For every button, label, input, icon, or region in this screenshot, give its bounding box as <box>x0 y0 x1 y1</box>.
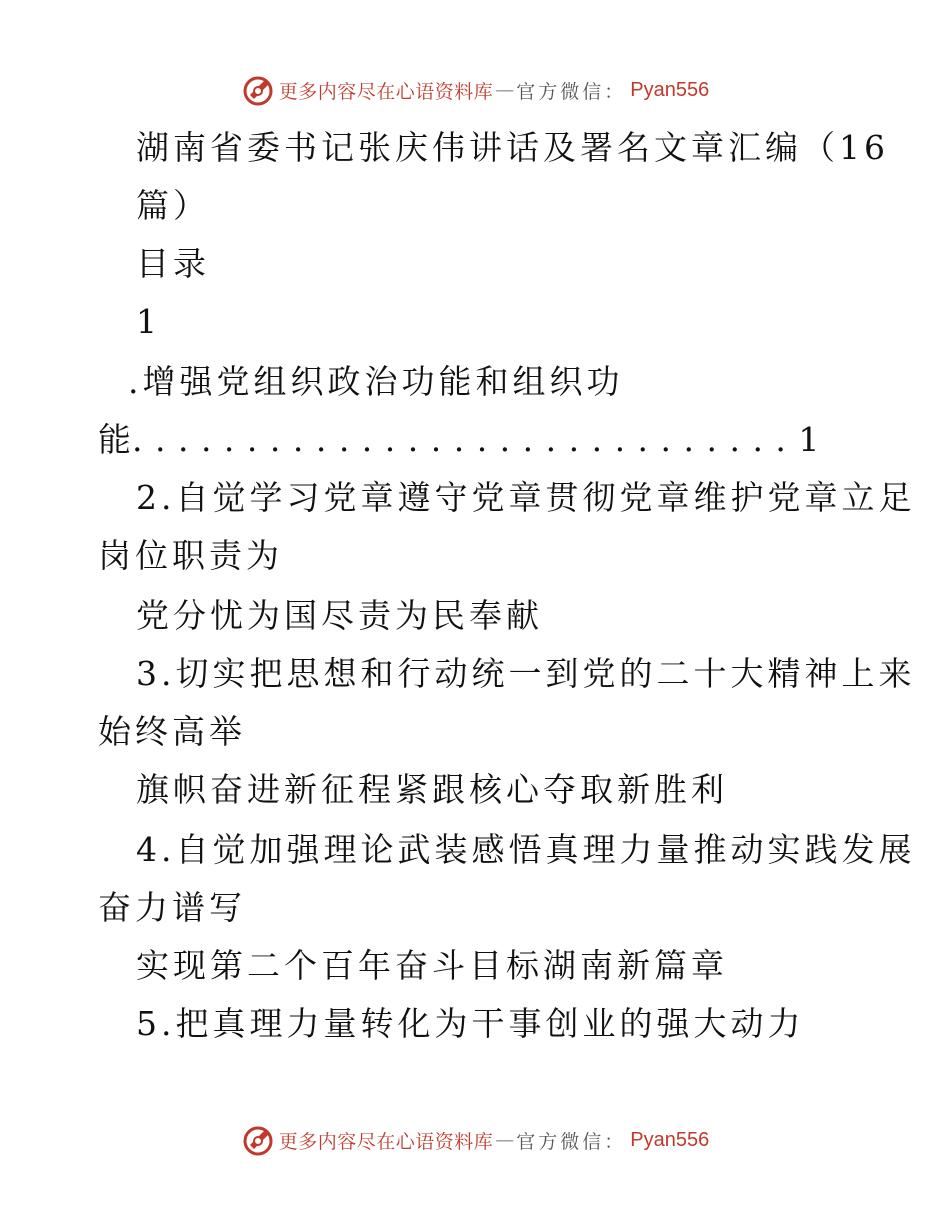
pen-logo-icon <box>241 73 275 107</box>
toc-item2-line3: 党分忧为国尽责为民奉献 <box>136 596 543 635</box>
toc-item2-line1: 2.自觉学习党章遵守党章贯彻党章维护党章立足 <box>136 478 916 517</box>
watermark-dash: — <box>495 79 515 101</box>
toc-item5-line1: 5.把真理力量转化为干事创业的强大动力 <box>136 1004 805 1043</box>
footer-watermark <box>0 1120 950 1160</box>
doc-title-line2: 篇） <box>136 186 210 225</box>
watermark-dash: — <box>495 1129 515 1151</box>
toc-item3-line1: 3.切实把思想和行动统一到党的二十大精神上来 <box>136 654 916 693</box>
pen-logo-icon <box>241 1123 275 1157</box>
toc-heading: 目录 <box>136 244 210 283</box>
toc-item4-line3: 实现第二个百年奋斗目标湖南新篇章 <box>136 946 728 985</box>
toc-item1-continuation: 能. . . . . . . . . . . . . . . . . . . . . . . . . . . . . 1 <box>98 420 821 459</box>
toc-item2-line2: 岗位职责为 <box>98 536 283 575</box>
watermark-official: 官方微信： <box>516 80 627 103</box>
toc-item3-line3: 旗帜奋进新征程紧跟核心夺取新胜利 <box>136 770 728 809</box>
toc-item3-line2: 始终高举 <box>98 712 246 751</box>
watermark-text: 更多内容尽在心语资料库 <box>278 1130 494 1153</box>
toc-item4-line2: 奋力谱写 <box>98 888 246 927</box>
toc-item1-number: 1 <box>136 302 161 341</box>
watermark-text: 更多内容尽在心语资料库 <box>278 80 494 103</box>
watermark-id: Pyan556 <box>630 1128 710 1151</box>
header-watermark <box>0 70 950 110</box>
watermark-official: 官方微信： <box>516 1130 627 1153</box>
toc-item4-line1: 4.自觉加强理论武装感悟真理力量推动实践发展 <box>136 830 916 869</box>
doc-title-line1: 湖南省委书记张庆伟讲话及署名文章汇编（16 <box>136 128 889 167</box>
toc-item1-text: .增强党组织政治功能和组织功 <box>128 362 624 401</box>
watermark-id: Pyan556 <box>630 78 710 101</box>
